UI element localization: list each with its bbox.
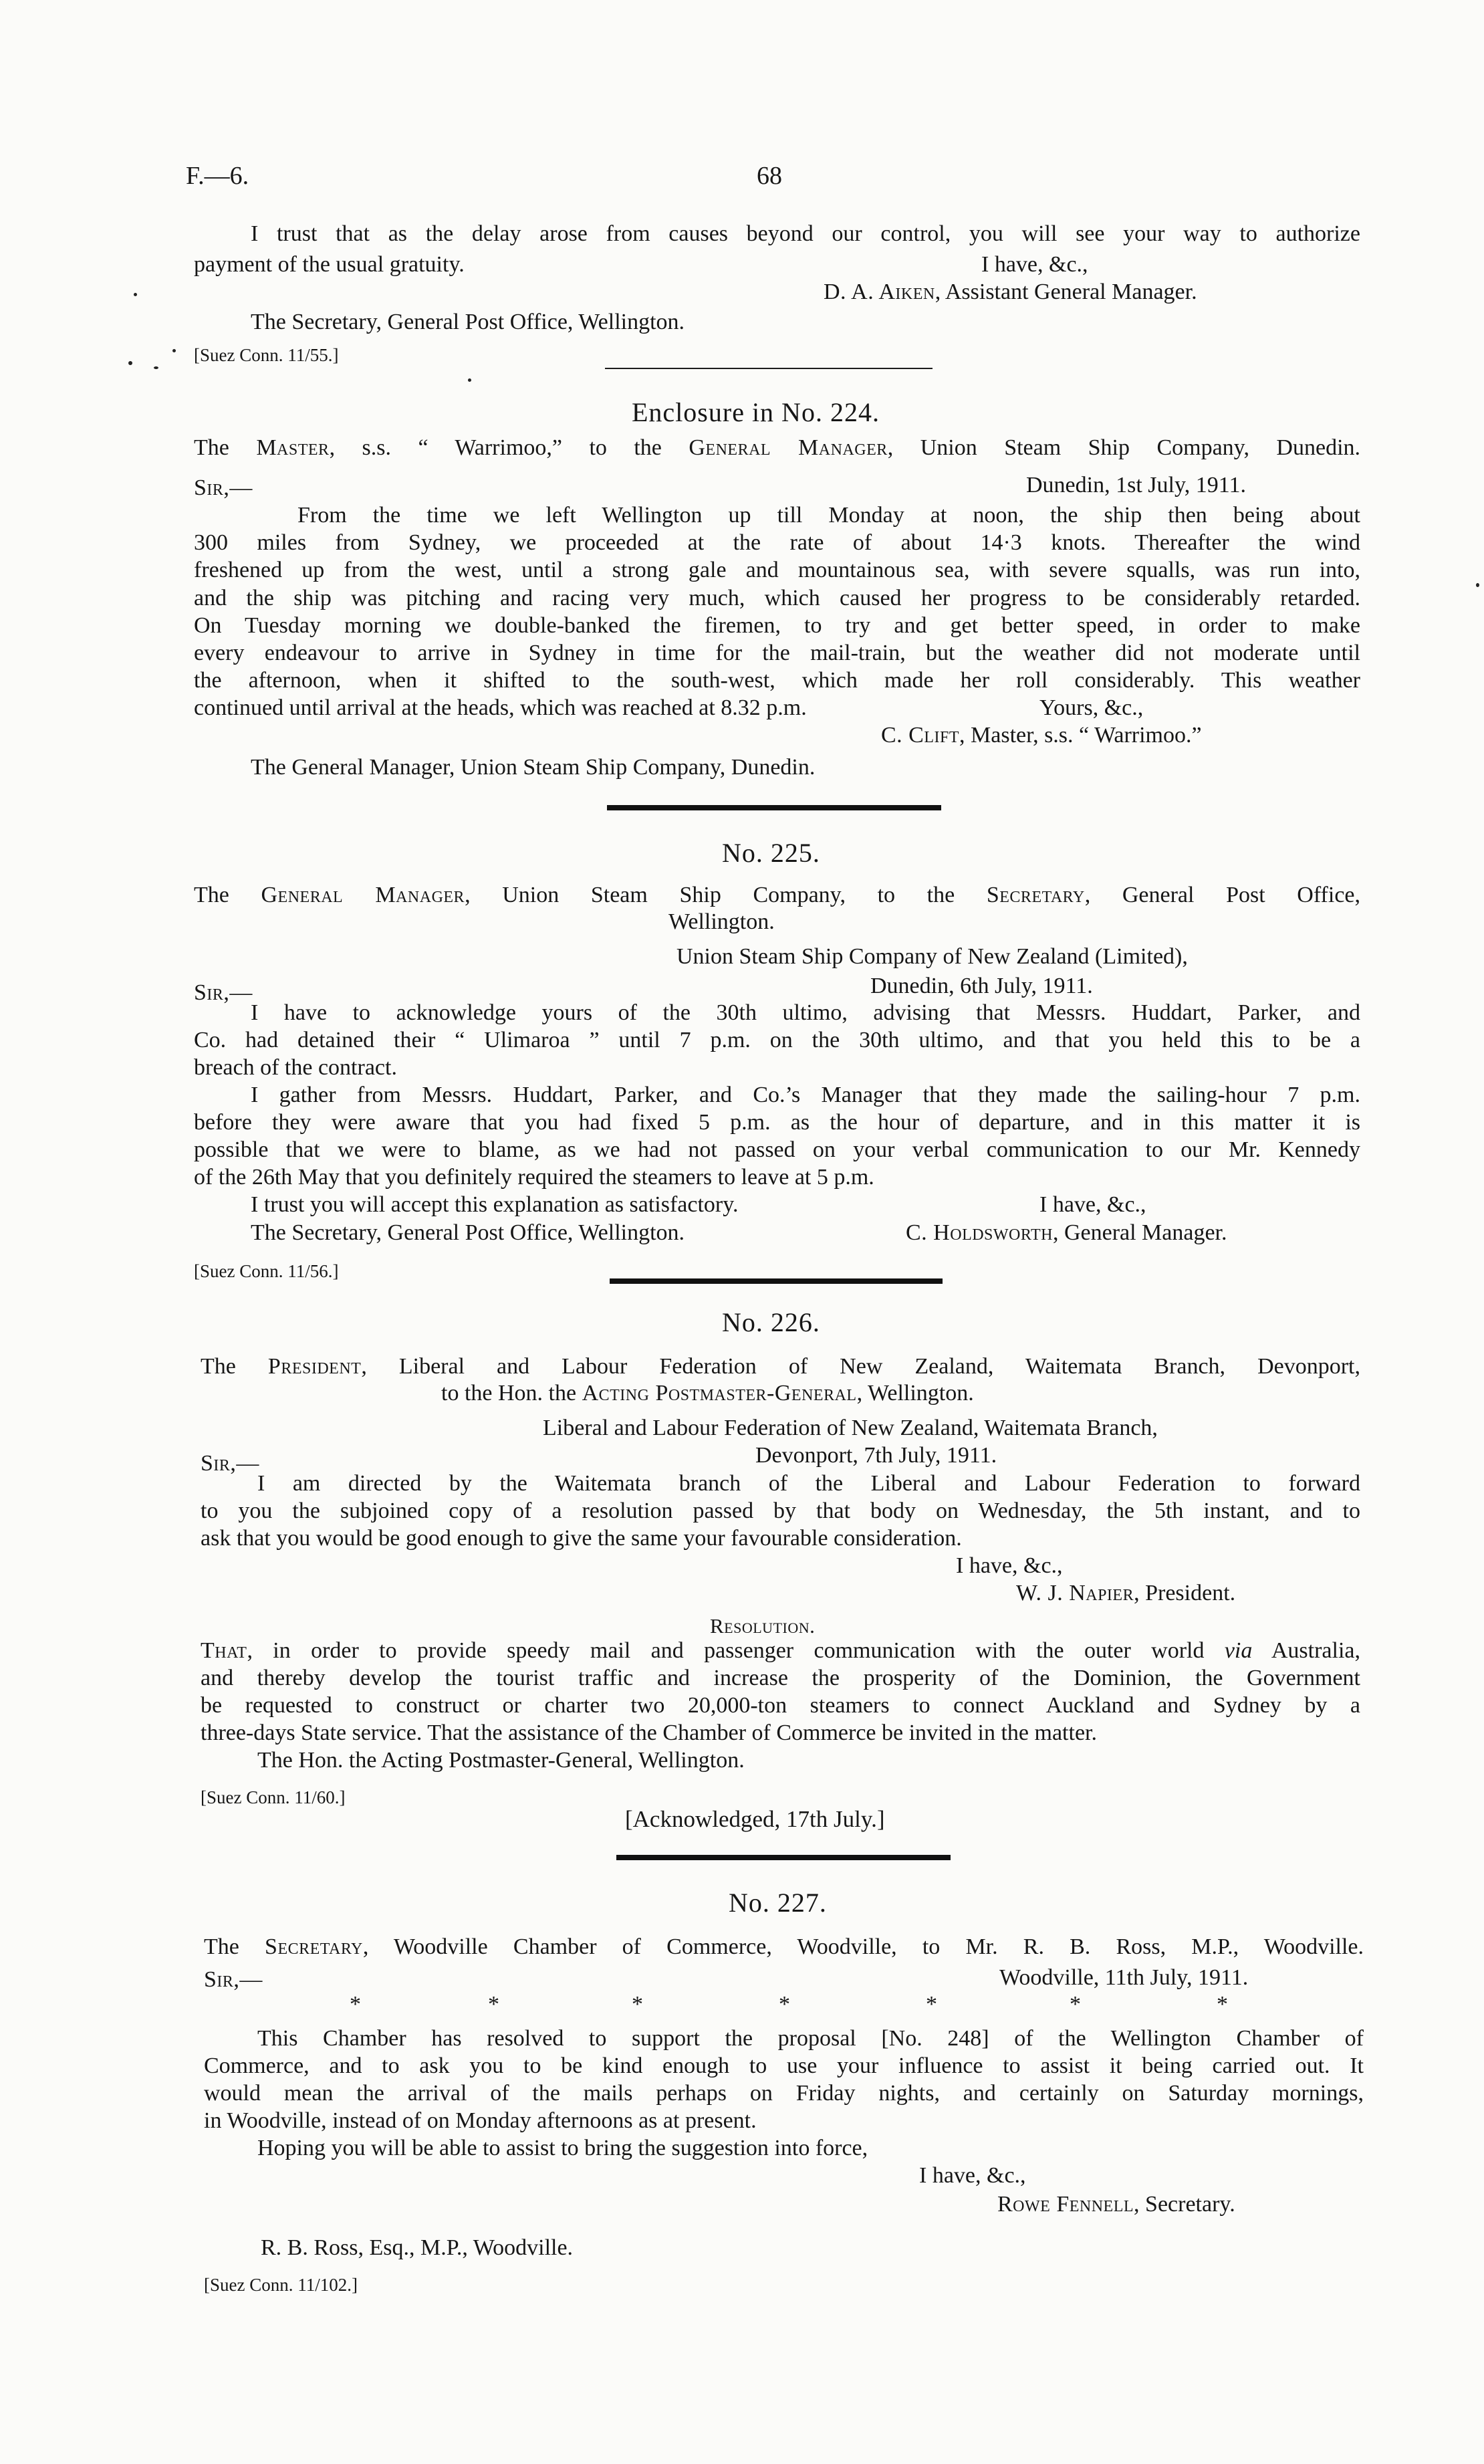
section-divider bbox=[610, 1278, 943, 1284]
acknowledgement-note: [Acknowledged, 17th July.] bbox=[625, 1806, 885, 1832]
closing-line: I trust that as the delay arose from causes beyond our control, you will see your way to authorize bbox=[251, 221, 1360, 246]
letter-date: Dunedin, 1st July, 1911. bbox=[1026, 473, 1246, 497]
body-line: I gather from Messrs. Huddart, Parker, and Co.’s Manager that they made the sailing-hour 7 p.m. bbox=[251, 1083, 1360, 1107]
file-reference: [Suez Conn. 11/102.] bbox=[204, 2275, 358, 2295]
body-line: breach of the contract. bbox=[194, 1055, 397, 1080]
section-heading: No. 226. bbox=[722, 1307, 820, 1337]
omission-asterisk: * bbox=[350, 1992, 361, 2017]
scan-speck bbox=[128, 361, 132, 365]
resolution-line: be requested to construct or charter two 20,000-ton steamers to connect Auckland and Sydney by a bbox=[201, 1693, 1360, 1718]
signature: W. J. Napier, President. bbox=[1016, 1581, 1236, 1605]
page-number: 68 bbox=[757, 162, 782, 190]
salutation: Sir,— bbox=[194, 475, 253, 500]
sender-address: Liberal and Labour Federation of New Zealand, Waitemata Branch, bbox=[543, 1416, 1158, 1440]
signature: C. Clift, Master, s.s. “ Warrimoo.” bbox=[881, 723, 1202, 748]
closing-line: payment of the usual gratuity. bbox=[194, 252, 465, 277]
body-line: I have to acknowledge yours of the 30th ultimo, advising that Messrs. Huddart, Parker, and bbox=[251, 1000, 1360, 1025]
letter-parties: The Secretary, Woodville Chamber of Commerce, Woodville, to Mr. R. B. Ross, M.P., Woodville. bbox=[204, 1934, 1364, 1959]
section-heading: No. 225. bbox=[722, 838, 820, 868]
omission-asterisk: * bbox=[632, 1992, 643, 2017]
omission-asterisk: * bbox=[926, 1992, 937, 2017]
salutation: Sir,— bbox=[201, 1451, 259, 1476]
resolution-heading: Resolution. bbox=[710, 1614, 816, 1638]
section-divider bbox=[607, 805, 941, 810]
letter-parties: The President, Liberal and Labour Federation of New Zealand, Waitemata Branch, Devonport, bbox=[201, 1354, 1361, 1379]
scan-speck bbox=[468, 378, 471, 382]
page-reference: F.—6. bbox=[186, 162, 249, 190]
valediction: I have, &c., bbox=[956, 1553, 1063, 1578]
scan-speck bbox=[134, 293, 137, 296]
section-divider bbox=[616, 1855, 951, 1860]
omission-asterisk: * bbox=[779, 1992, 790, 2017]
valediction: I have, &c., bbox=[981, 252, 1088, 277]
salutation: Sir,— bbox=[204, 1967, 263, 1992]
section-heading: Enclosure in No. 224. bbox=[632, 397, 880, 427]
body-line: freshened up from the west, until a strong gale and mountainous sea, with severe squalls, was run into, bbox=[194, 558, 1360, 582]
addressee: The Hon. the Acting Postmaster-General, Wellington. bbox=[257, 1748, 745, 1773]
body-line: before they were aware that you had fixed 5 p.m. as the hour of departure, and in this matter it is bbox=[194, 1110, 1360, 1135]
body-line: On Tuesday morning we double-banked the firemen, to try and get better speed, in order to make bbox=[194, 613, 1360, 638]
body-line: 300 miles from Sydney, we proceeded at the rate of about 14·3 knots. Thereafter the wind bbox=[194, 530, 1360, 555]
body-line: of the 26th May that you definitely required the steamers to leave at 5 p.m. bbox=[194, 1165, 874, 1190]
scan-speck bbox=[172, 349, 176, 352]
salutation: Sir,— bbox=[194, 980, 253, 1005]
section-divider bbox=[605, 368, 933, 369]
letter-parties: The Master, s.s. “ Warrimoo,” to the General Manager, Union Steam Ship Company, Dunedin. bbox=[194, 435, 1361, 460]
resolution-line: three-days State service. That the assistance of the Chamber of Commerce be invited in the matter. bbox=[201, 1720, 1097, 1745]
letter-date: Dunedin, 6th July, 1911. bbox=[870, 974, 1093, 998]
section-heading: No. 227. bbox=[729, 1888, 827, 1918]
resolution-line: and thereby develop the tourist traffic and increase the prosperity of the Dominion, the Government bbox=[201, 1666, 1360, 1690]
body-line: I am directed by the Waitemata branch of the Liberal and Labour Federation to forward bbox=[257, 1471, 1360, 1496]
omission-asterisk: * bbox=[1070, 1992, 1081, 2017]
body-line: ask that you would be good enough to give the same your favourable consideration. bbox=[201, 1526, 962, 1551]
body-line: in Woodville, instead of on Monday afternoons as at present. bbox=[204, 2108, 757, 2133]
signature: Rowe Fennell, Secretary. bbox=[997, 2192, 1235, 2217]
scan-speck bbox=[1476, 583, 1479, 587]
body-line: to you the subjoined copy of a resolution passed by that body on Wednesday, the 5th instant, and to bbox=[201, 1498, 1360, 1523]
scan-speck bbox=[154, 366, 158, 369]
addressee: The Secretary, General Post Office, Wellington. bbox=[251, 310, 685, 334]
body-line: Co. had detained their “ Ulimaroa ” until 7 p.m. on the 30th ultimo, and that you held this to be a bbox=[194, 1028, 1360, 1052]
body-line: every endeavour to arrive in Sydney in time for the mail-train, but the weather did not moderate until bbox=[194, 641, 1360, 665]
file-reference: [Suez Conn. 11/56.] bbox=[194, 1261, 339, 1281]
resolution-line: That, in order to provide speedy mail and passenger communication with the outer world via Australia, bbox=[201, 1638, 1360, 1663]
omission-asterisk: * bbox=[1217, 1992, 1228, 2017]
sender-address: Union Steam Ship Company of New Zealand (Limited), bbox=[676, 944, 1188, 969]
letter-date: Woodville, 11th July, 1911. bbox=[999, 1965, 1249, 1990]
valediction: I have, &c., bbox=[1039, 1192, 1146, 1217]
body-line: continued until arrival at the heads, which was reached at 8.32 p.m. bbox=[194, 695, 807, 720]
omission-asterisk: * bbox=[488, 1992, 499, 2017]
valediction: I have, &c., bbox=[919, 2163, 1026, 2188]
file-reference: [Suez Conn. 11/60.] bbox=[201, 1787, 346, 1807]
file-reference: [Suez Conn. 11/55.] bbox=[194, 345, 339, 365]
body-line: would mean the arrival of the mails perhaps on Friday nights, and certainly on Saturday mornings, bbox=[204, 2081, 1364, 2106]
letter-parties: to the Hon. the Acting Postmaster-General, Wellington. bbox=[441, 1381, 974, 1406]
body-line: possible that we were to blame, as we had not passed on your verbal communication to our Mr. Kennedy bbox=[194, 1137, 1360, 1162]
letter-parties: Wellington. bbox=[668, 909, 775, 934]
valediction: Yours, &c., bbox=[1039, 695, 1144, 720]
addressee: The Secretary, General Post Office, Wellington. bbox=[251, 1220, 685, 1245]
body-line: and the ship was pitching and racing very much, which caused her progress to be considerably retarded. bbox=[194, 586, 1360, 610]
signature: D. A. Aiken, Assistant General Manager. bbox=[824, 279, 1197, 304]
body-line: This Chamber has resolved to support the proposal [No. 248] of the Wellington Chamber of bbox=[257, 2026, 1364, 2051]
addressee: The General Manager, Union Steam Ship Company, Dunedin. bbox=[251, 755, 816, 780]
addressee: R. B. Ross, Esq., M.P., Woodville. bbox=[261, 2235, 574, 2260]
body-line: From the time we left Wellington up till Monday at noon, the ship then being about bbox=[297, 503, 1360, 528]
body-line: the afternoon, when it shifted to the south-west, which made her roll considerably. This weather bbox=[194, 668, 1360, 693]
letter-date: Devonport, 7th July, 1911. bbox=[755, 1443, 997, 1468]
body-line: Hoping you will be able to assist to bring the suggestion into force, bbox=[257, 2136, 868, 2160]
signature: C. Holdsworth, General Manager. bbox=[906, 1220, 1227, 1245]
letter-parties: The General Manager, Union Steam Ship Company, to the Secretary, General Post Office, bbox=[194, 883, 1360, 907]
body-line: Commerce, and to ask you to be kind enough to use your influence to assist it being carried out. It bbox=[204, 2053, 1364, 2078]
body-line: I trust you will accept this explanation as satisfactory. bbox=[251, 1192, 739, 1217]
